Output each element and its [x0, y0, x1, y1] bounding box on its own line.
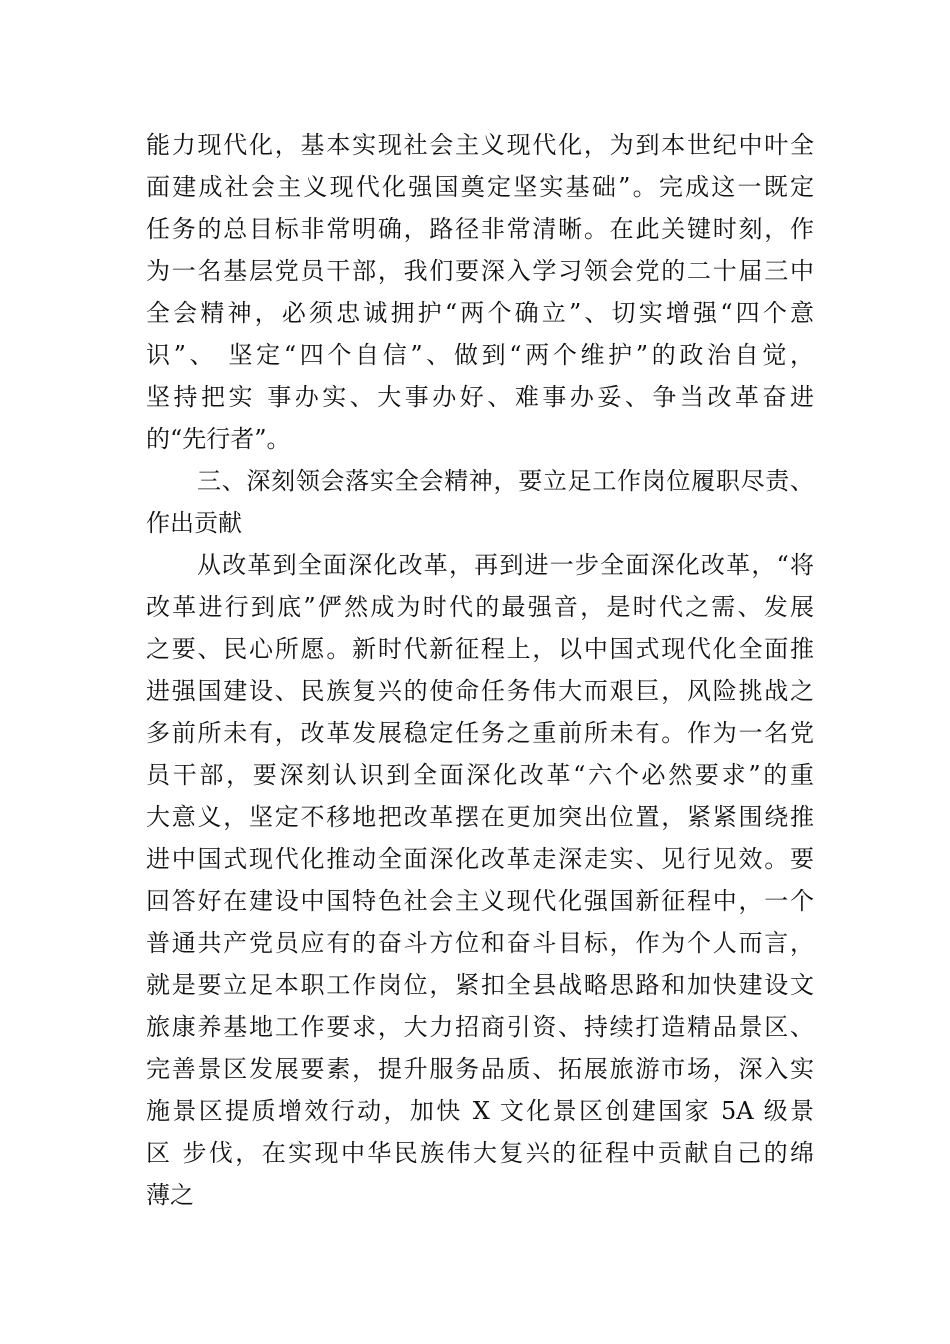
text-line: 从改革到全面深化改革，再到进一步全面深化改革，“将 — [197, 551, 814, 579]
text-line: 进中国式现代化推动全面深化改革走深走实、见行见效。要 — [146, 845, 814, 873]
text-line: 坚持把实 事办实、大事办好、难事办妥、争当改革奋进 — [146, 383, 814, 411]
text-line: 回答好在建设中国特色社会主义现代化强国新征程中，一个 — [146, 887, 814, 915]
text-line: 能力现代化，基本实现社会主义现代化，为到本世纪中叶全 — [146, 131, 814, 159]
text-line: 就是要立足本职工作岗位，紧扣全县战略思路和加快建设文 — [146, 971, 814, 999]
text-line: 改革进行到底”俨然成为时代的最强音，是时代之需、发展 — [146, 593, 814, 621]
section-heading-line: 三、深刻领会落实全会精神，要立足工作岗位履职尽责、 — [197, 467, 814, 495]
text-line: 为一名基层党员干部，我们要深入学习领会党的二十届三中 — [146, 257, 814, 285]
text-line: 大意义，坚定不移地把改革摆在更加突出位置，紧紧围绕推 — [146, 803, 814, 831]
text-line: 识”、 坚定“四个自信”、做到“两个维护”的政治自觉， — [146, 341, 814, 369]
text-line: 区 步伐，在实现中华民族伟大复兴的征程中贡献自己的绵 — [146, 1139, 814, 1167]
text-line: 完善景区发展要素，提升服务品质、拓展旅游市场，深入实 — [146, 1055, 814, 1083]
text-line: 的“先行者”。 — [146, 425, 291, 453]
section-heading-line: 作出贡献 — [146, 509, 242, 537]
text-line: 普通共产党员应有的奋斗方位和奋斗目标，作为个人而言， — [146, 929, 814, 957]
text-line: 之要、民心所愿。新时代新征程上，以中国式现代化全面推 — [146, 635, 814, 663]
text-line: 面建成社会主义现代化强国奠定坚实基础”。完成这一既定 — [146, 173, 814, 201]
text-line: 旅康养基地工作要求，大力招商引资、持续打造精品景区、 — [146, 1013, 814, 1041]
text-line: 进强国建设、民族复兴的使命任务伟大而艰巨，风险挑战之 — [146, 677, 814, 705]
text-line: 全会精神，必须忠诚拥护“两个确立”、切实增强“四个意 — [146, 299, 814, 327]
text-line: 施景区提质增效行动，加快 X 文化景区创建国家 5A 级景 — [146, 1097, 814, 1125]
text-line: 多前所未有，改革发展稳定任务之重前所未有。作为一名党 — [146, 719, 814, 747]
text-line: 薄之 — [146, 1181, 194, 1209]
text-line: 员干部，要深刻认识到全面深化改革“六个必然要求”的重 — [146, 761, 814, 789]
text-line: 任务的总目标非常明确，路径非常清晰。在此关键时刻，作 — [146, 215, 814, 243]
